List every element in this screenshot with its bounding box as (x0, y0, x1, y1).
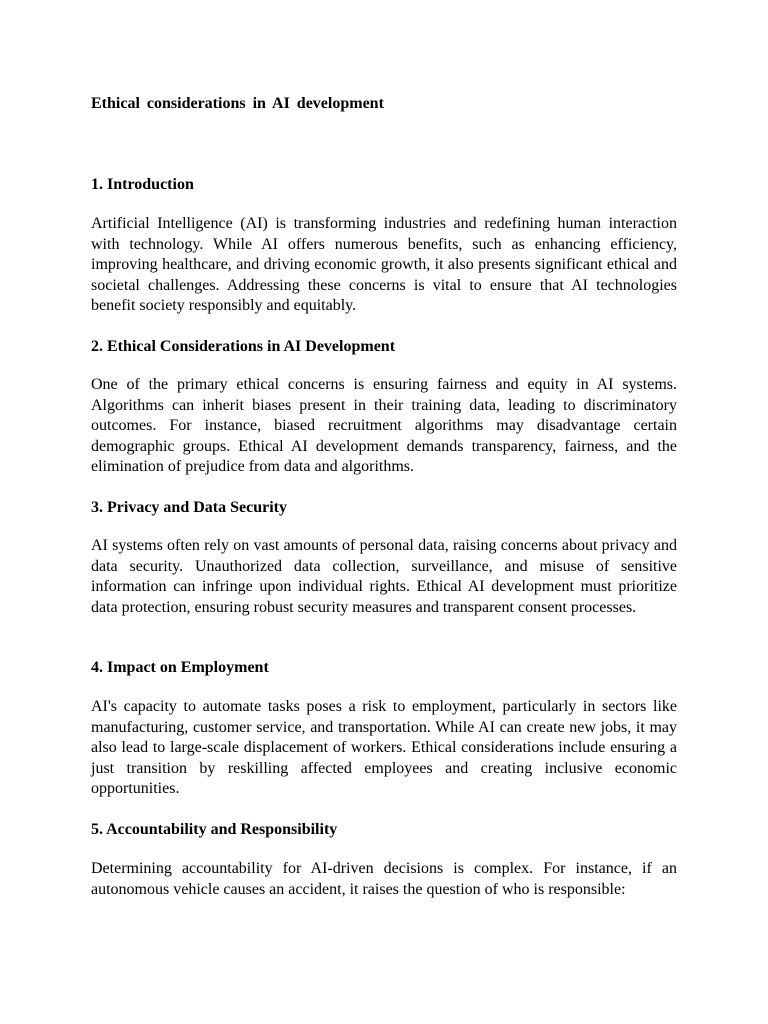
document-title: Ethical considerations in AI development (91, 95, 384, 112)
section-body-introduction: Artificial Intelligence (AI) is transforming industries and redefining human interaction with technology. While AI offers numerous benefits, such as enhancing efficiency, improving healthcare, and driving economic growth, it also presents significant ethical and societal challenges. Addressing these concerns is vital to ensure that AI technologies benefit society responsibly and equitably. (91, 215, 677, 315)
section-heading-accountability: 5. Accountability and Responsibility (91, 821, 338, 838)
section-body-employment: AI's capacity to automate tasks poses a risk to employment, particularly in sectors like manufacturing, customer service, and transportation. While AI can create new jobs, it may also lead to large-scale displacement of workers. Ethical considerations include ensuring a just transition by reskilling affected employees and creating inclusive economic opportunities. (91, 698, 677, 798)
section-body-accountability: Determining accountability for AI-driven decisions is complex. For instance, if an autonomous vehicle causes an accident, it raises the question of who is responsible: (91, 860, 677, 898)
section-heading-ethical-considerations: 2. Ethical Considerations in AI Development (91, 338, 396, 355)
section-body-ethical-considerations: One of the primary ethical concerns is ensuring fairness and equity in AI systems. Algorithms can inherit biases present in their training data, leading to discriminatory outcomes. For instance, biased recruitment algorithms may disadvantage certain demographic groups. Ethical AI development demands transparency, fairness, and the elimination of prejudice from data and algorithms. (91, 376, 677, 476)
section-body-privacy: AI systems often rely on vast amounts of personal data, raising concerns about privacy and data security. Unauthorized data collection, surveillance, and misuse of sensitive information can infringe upon individual rights. Ethical AI development must prioritize data protection, ensuring robust security measures and transparent consent processes. (91, 537, 677, 616)
section-heading-privacy: 3. Privacy and Data Security (91, 499, 287, 516)
section-heading-introduction: 1. Introduction (91, 176, 194, 193)
section-heading-employment: 4. Impact on Employment (91, 659, 269, 676)
